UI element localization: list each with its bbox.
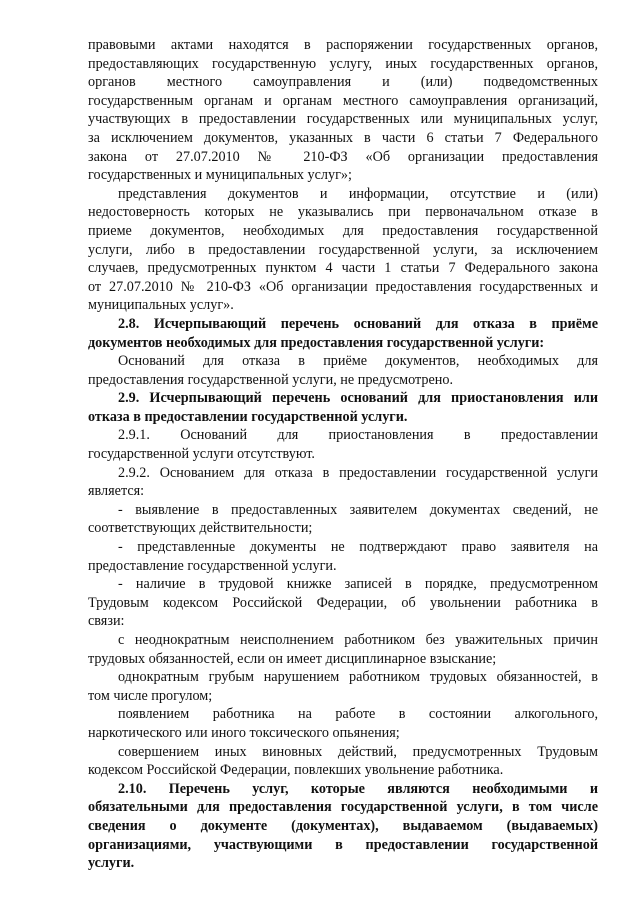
text-line: органов местного самоуправления и (или) подведомственных xyxy=(88,74,598,91)
text-line: 2.9.1. Оснований для приостановления в предоставлении xyxy=(118,427,598,444)
text-line: наркотического или иного токсического опьянения; xyxy=(88,724,400,741)
text-line: с неоднократным неисполнением работником без уважительных причин xyxy=(118,632,598,648)
text-line: 2.9.2. Основанием для отказа в предоставлении государственной услуги xyxy=(118,464,598,481)
text-line: организациями, участвующими в предоставлении государственной xyxy=(88,836,598,853)
text-line: участвующих в предоставлении государственных или муниципальных услуг, xyxy=(88,111,598,128)
text-line: том числе прогулом; xyxy=(88,687,213,704)
text-line: за исключением документов, указанных в части 6 статьи 7 Федерального xyxy=(88,129,598,146)
text-line: государственной услуги отсутствуют. xyxy=(88,446,315,463)
text-line: государственных и муниципальных услуг»; xyxy=(88,167,352,184)
text-line: предоставления государственной услуги, не предусмотрено. xyxy=(88,371,454,388)
text-line: закона от 27.07.2010 № 210-ФЗ «Об организации предоставления xyxy=(88,148,598,165)
paragraph xyxy=(88,668,598,705)
paragraph xyxy=(88,575,598,631)
text-line: государственным органам и органам местного самоуправления организаций, xyxy=(88,92,598,109)
text-line: связи: xyxy=(88,613,125,630)
document-page xyxy=(88,36,598,873)
paragraph xyxy=(88,743,598,780)
text-line: - выявление в предоставленных заявителем документах сведений, не xyxy=(118,501,598,518)
text-line: от 27.07.2010 № 210-ФЗ «Об организации предоставления государственных и xyxy=(88,278,598,295)
text-line: случаев, предусмотренных пунктом 4 части 1 статьи 7 Федерального закона xyxy=(88,260,598,277)
text-line: услуги. xyxy=(88,855,135,872)
text-line: трудовых обязанностей, если он имеет дисциплинарное взыскание; xyxy=(88,650,497,667)
text-line: появлением работника на работе в состоянии алкогольного, xyxy=(118,706,598,723)
text-line: документов необходимых для предоставления государственной услуги: xyxy=(88,334,545,351)
text-line: приеме документов, необходимых для предоставления государственной xyxy=(88,222,598,239)
paragraph xyxy=(88,426,598,463)
text-line: - представленные документы не подтверждают право заявителя на xyxy=(118,539,598,556)
text-line: правовыми актами находятся в распоряжении государственных органов, xyxy=(88,37,598,53)
text-line: муниципальных услуг». xyxy=(88,297,234,314)
paragraph xyxy=(88,352,598,389)
text-line: 2.9. Исчерпывающий перечень оснований для приостановления или xyxy=(118,390,598,407)
text-line: услуги, либо в предоставлении государственной услуги, за исключением xyxy=(88,241,598,258)
paragraph xyxy=(88,501,598,538)
text-line: соответствующих действительности; xyxy=(88,520,313,537)
text-line: предоставление государственной услуги. xyxy=(88,557,337,574)
text-line: - наличие в трудовой книжке записей в порядке, предусмотренном xyxy=(118,576,598,593)
paragraph xyxy=(88,185,598,315)
text-line: Трудовым кодексом Российской Федерации, об увольнении работника в xyxy=(88,594,598,611)
text-line: кодексом Российской Федерации, повлекших увольнение работника. xyxy=(88,762,504,779)
text-line: однократным грубым нарушением работником трудовых обязанностей, в xyxy=(118,669,598,686)
section-heading xyxy=(88,389,598,426)
paragraph xyxy=(88,538,598,575)
text-line: недостоверность которых не указывались при первоначальном отказе в xyxy=(88,204,598,221)
section-heading xyxy=(88,780,598,873)
text-line: 2.10. Перечень услуг, которые являются необходимыми и xyxy=(118,780,598,797)
paragraph xyxy=(88,631,598,668)
text-line: представления документов и информации, отсутствие и (или) xyxy=(118,185,598,202)
text-line: совершением иных виновных действий, предусмотренных Трудовым xyxy=(118,743,598,760)
text-line: сведения о документе (документах), выдаваемом (выдаваемых) xyxy=(88,817,598,834)
text-line: Оснований для отказа в приёме документов, необходимых для xyxy=(118,353,598,370)
text-line: 2.8. Исчерпывающий перечень оснований для отказа в приёме xyxy=(118,315,598,332)
text-line: предоставляющих государственную услугу, иных государственных органов, xyxy=(88,55,598,72)
paragraph xyxy=(88,705,598,742)
text-line: обязательными для предоставления государственной услуги, в том числе xyxy=(88,799,598,816)
paragraph xyxy=(88,464,598,501)
text-line: является: xyxy=(88,483,145,500)
section-heading xyxy=(88,315,598,352)
paragraph xyxy=(88,36,598,185)
text-line: отказа в предоставлении государственной услуги. xyxy=(88,408,408,425)
